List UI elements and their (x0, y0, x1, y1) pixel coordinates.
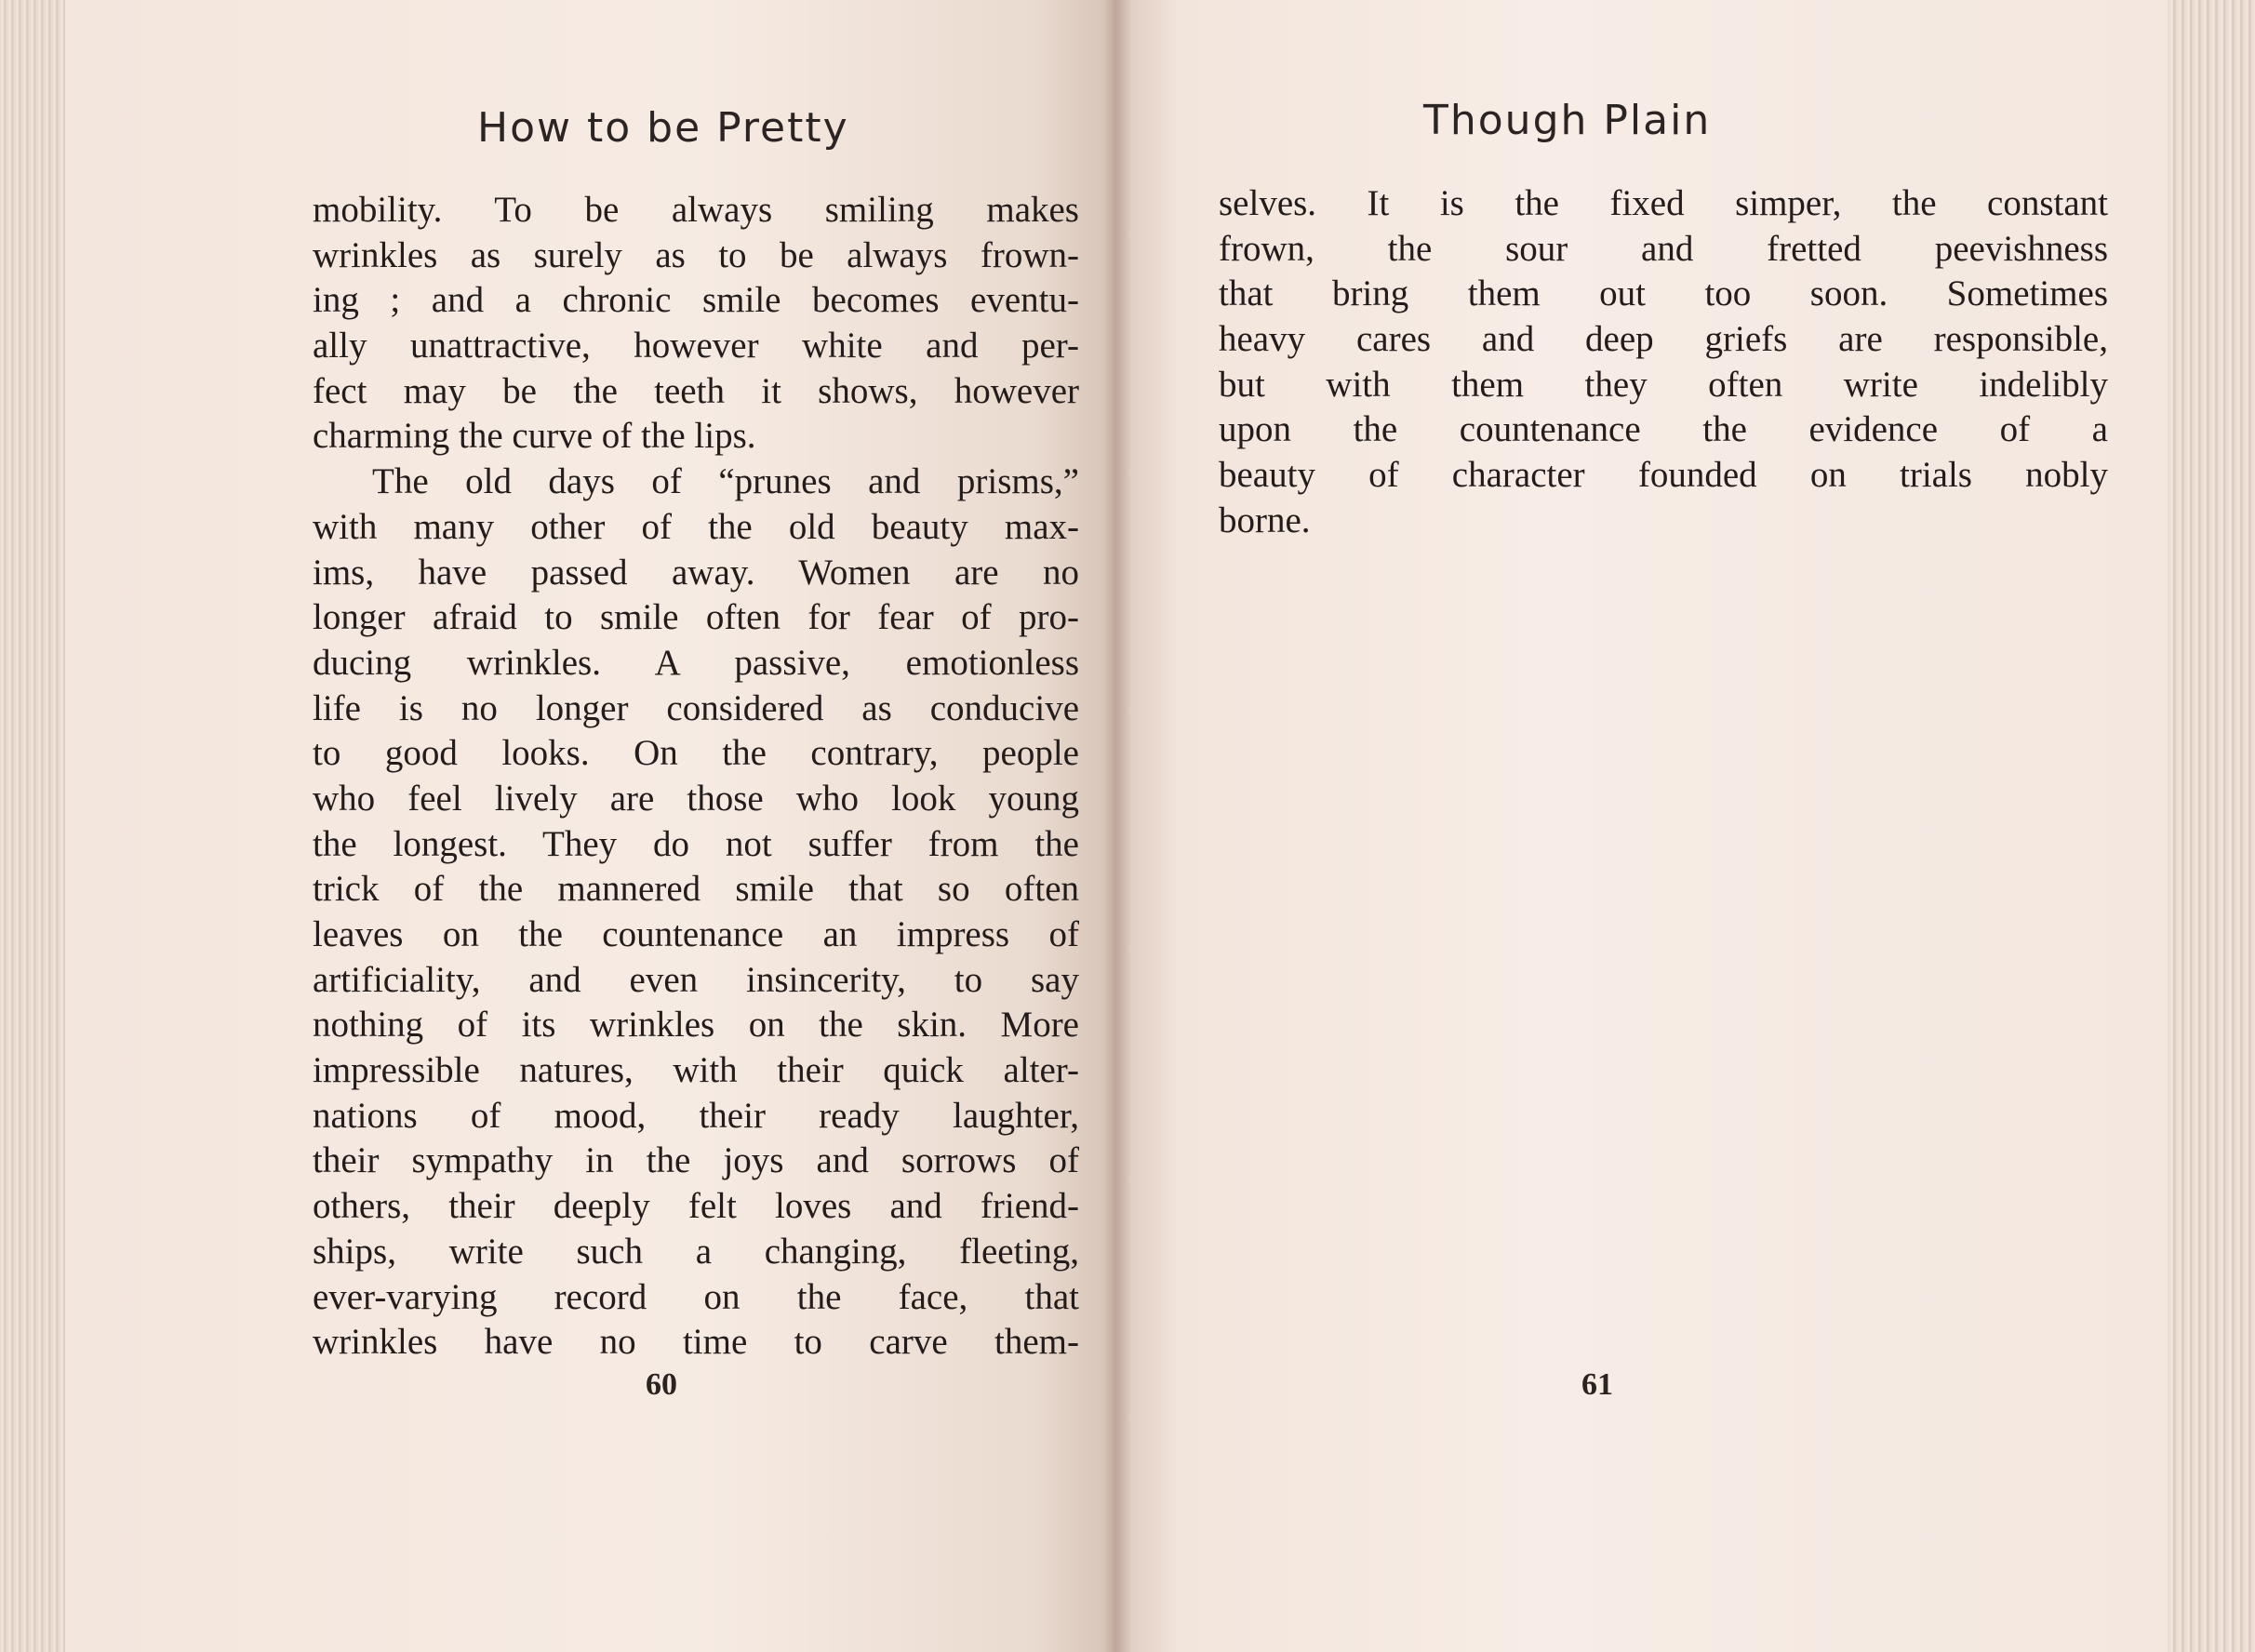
text-line: heavy cares and deep griefs are responsible, (1219, 319, 2108, 360)
left-page (65, 0, 1116, 1652)
text-line: leaves on the countenance an impress of (313, 914, 1079, 954)
left-running-head: How to be Pretty (477, 104, 849, 152)
text-line: mobility. To be always smiling makes (313, 190, 1079, 230)
text-line: borne. (1219, 500, 1311, 540)
text-line: nothing of its wrinkles on the skin. More (313, 1005, 1079, 1046)
text-line: trick of the mannered smile that so often (313, 869, 1079, 910)
text-line: nations of mood, their ready laughter, (313, 1095, 1079, 1136)
text-line: the longest. They do not suffer from the (313, 823, 1079, 864)
text-line: others, their deeply felt loves and friend- (313, 1186, 1079, 1227)
text-line: charming the curve of the lips. (313, 416, 756, 457)
text-line: ever-varying record on the face, that (313, 1276, 1079, 1317)
text-line: with many other of the old beauty max- (313, 506, 1079, 547)
book-gutter (1103, 0, 1131, 1652)
text-line: longer afraid to smile often for fear of pro- (313, 597, 1079, 638)
left-page-body (313, 188, 1079, 1366)
right-page-body (1219, 181, 2108, 544)
text-line: who feel lively are those who look young (313, 778, 1079, 819)
text-line: beauty of character founded on trials nobly (1219, 455, 2108, 496)
text-line: ally unattractive, however white and per- (313, 326, 1079, 366)
text-line: ims, have passed away. Women are no (313, 552, 1079, 593)
text-line: The old days of “prunes and prisms,” (372, 461, 1079, 502)
text-line: ing ; and a chronic smile becomes eventu- (313, 280, 1079, 321)
left-page-number: 60 (646, 1367, 677, 1402)
text-line: fect may be the teeth it shows, however (313, 370, 1079, 411)
text-line: wrinkles have no time to carve them- (313, 1322, 1079, 1363)
text-line: to good looks. On the contrary, people (313, 733, 1079, 774)
right-page-number: 61 (1581, 1367, 1613, 1402)
text-line: ships, write such a changing, fleeting, (313, 1231, 1079, 1272)
text-line: ducing wrinkles. A passive, emotionless (313, 642, 1079, 683)
text-line: that bring them out too soon. Sometimes (1219, 273, 2108, 314)
text-line: upon the countenance the evidence of a (1219, 409, 2108, 450)
text-line: life is no longer considered as conducive (313, 687, 1079, 728)
text-line: but with them they often write indelibly (1219, 364, 2108, 405)
text-line: artificiality, and even insincerity, to say (313, 959, 1079, 1000)
text-line: their sympathy in the joys and sorrows of (313, 1140, 1079, 1181)
text-line: selves. It is the fixed simper, the constant (1219, 183, 2108, 223)
text-line: impressible natures, with their quick alter- (313, 1050, 1079, 1091)
text-line: wrinkles as surely as to be always frown- (313, 234, 1079, 275)
text-line: frown, the sour and fretted peevishness (1219, 228, 2108, 269)
right-running-head: Though Plain (1423, 97, 1712, 144)
right-page (1116, 0, 2168, 1652)
